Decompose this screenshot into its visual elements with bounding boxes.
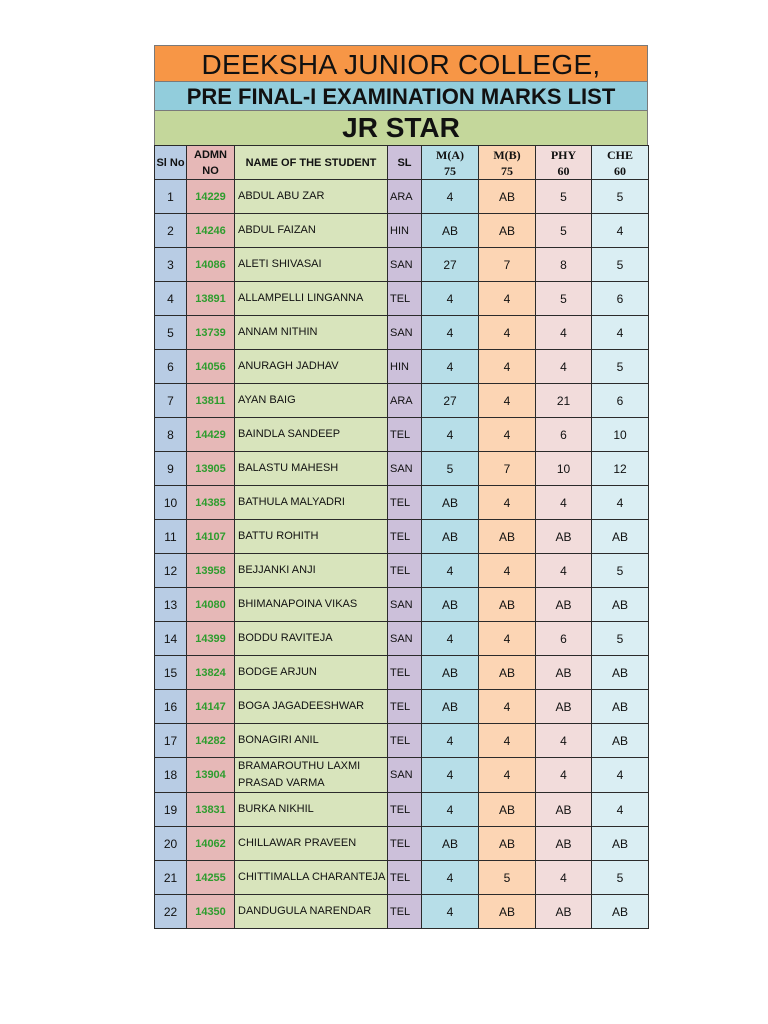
cell-student-name: BOGA JAGADEESHWAR <box>235 690 388 724</box>
cell-maths-a: 4 <box>422 793 479 827</box>
college-title: DEEKSHA JUNIOR COLLEGE, <box>154 45 648 81</box>
cell-maths-a: 4 <box>422 758 479 793</box>
cell-maths-a: 4 <box>422 861 479 895</box>
cell-chemistry: 4 <box>592 793 649 827</box>
cell-chemistry: AB <box>592 724 649 758</box>
cell-admn-no: 14399 <box>187 622 235 656</box>
cell-maths-a: 4 <box>422 282 479 316</box>
cell-second-language: HIN <box>388 214 422 248</box>
cell-maths-a: 27 <box>422 248 479 282</box>
cell-admn-no: 14385 <box>187 486 235 520</box>
cell-student-name: BRAMAROUTHU LAXMI PRASAD VARMA <box>235 758 388 793</box>
cell-student-name: BODGE ARJUN <box>235 656 388 690</box>
col-header-second-language: SL <box>388 146 422 180</box>
cell-physics: AB <box>536 690 592 724</box>
cell-admn-no: 14350 <box>187 895 235 929</box>
cell-maths-b: AB <box>479 214 536 248</box>
col-header-sl-no: Sl No <box>155 146 187 180</box>
cell-physics: AB <box>536 895 592 929</box>
cell-chemistry: 10 <box>592 418 649 452</box>
cell-maths-a: AB <box>422 214 479 248</box>
cell-physics: 21 <box>536 384 592 418</box>
col-header-chemistry-label: CHE <box>606 147 633 162</box>
table-row <box>155 861 649 895</box>
cell-physics: 6 <box>536 418 592 452</box>
cell-physics: AB <box>536 656 592 690</box>
batch-title: JR STAR <box>154 110 648 145</box>
header-row <box>155 146 649 180</box>
cell-physics: AB <box>536 793 592 827</box>
cell-maths-a: 4 <box>422 895 479 929</box>
cell-maths-a: 4 <box>422 554 479 588</box>
cell-sl-no: 5 <box>155 316 187 350</box>
cell-sl-no: 4 <box>155 282 187 316</box>
cell-physics: 4 <box>536 758 592 793</box>
table-row <box>155 656 649 690</box>
cell-second-language: SAN <box>388 248 422 282</box>
cell-maths-b: 4 <box>479 282 536 316</box>
cell-admn-no: 14282 <box>187 724 235 758</box>
cell-sl-no: 9 <box>155 452 187 486</box>
col-header-maths-b <box>479 146 536 180</box>
cell-sl-no: 3 <box>155 248 187 282</box>
table-row <box>155 214 649 248</box>
col-header-chemistry-max: 60 <box>614 163 626 178</box>
cell-maths-a: 4 <box>422 316 479 350</box>
cell-sl-no: 7 <box>155 384 187 418</box>
cell-maths-a: 4 <box>422 180 479 214</box>
cell-physics: AB <box>536 588 592 622</box>
table-row <box>155 622 649 656</box>
table-row <box>155 248 649 282</box>
cell-admn-no: 14229 <box>187 180 235 214</box>
cell-admn-no: 13891 <box>187 282 235 316</box>
marks-table <box>154 145 649 929</box>
cell-admn-no: 13824 <box>187 656 235 690</box>
cell-sl-no: 14 <box>155 622 187 656</box>
cell-physics: 6 <box>536 622 592 656</box>
cell-student-name: BODDU RAVITEJA <box>235 622 388 656</box>
cell-student-name: ABDUL FAIZAN <box>235 214 388 248</box>
cell-admn-no: 14147 <box>187 690 235 724</box>
cell-admn-no: 14056 <box>187 350 235 384</box>
cell-student-name: ALETI SHIVASAI <box>235 248 388 282</box>
cell-second-language: SAN <box>388 316 422 350</box>
marks-sheet <box>154 45 648 929</box>
cell-chemistry: AB <box>592 656 649 690</box>
col-header-chemistry <box>592 146 649 180</box>
cell-admn-no: 14255 <box>187 861 235 895</box>
cell-chemistry: AB <box>592 895 649 929</box>
cell-chemistry: 4 <box>592 758 649 793</box>
col-header-physics <box>536 146 592 180</box>
cell-admn-no: 13904 <box>187 758 235 793</box>
cell-chemistry: 4 <box>592 316 649 350</box>
cell-student-name: CHITTIMALLA CHARANTEJA <box>235 861 388 895</box>
cell-physics: 5 <box>536 180 592 214</box>
cell-second-language: SAN <box>388 452 422 486</box>
table-row <box>155 690 649 724</box>
cell-chemistry: 5 <box>592 350 649 384</box>
cell-student-name: BAINDLA SANDEEP <box>235 418 388 452</box>
cell-sl-no: 1 <box>155 180 187 214</box>
cell-student-name: ALLAMPELLI LINGANNA <box>235 282 388 316</box>
cell-maths-b: 4 <box>479 316 536 350</box>
cell-maths-b: 7 <box>479 452 536 486</box>
cell-maths-a: AB <box>422 486 479 520</box>
cell-maths-a: 4 <box>422 350 479 384</box>
cell-student-name: BALASTU MAHESH <box>235 452 388 486</box>
cell-maths-b: AB <box>479 793 536 827</box>
cell-second-language: TEL <box>388 486 422 520</box>
cell-chemistry: AB <box>592 690 649 724</box>
cell-maths-b: 4 <box>479 758 536 793</box>
cell-student-name: BATTU ROHITH <box>235 520 388 554</box>
cell-physics: 4 <box>536 554 592 588</box>
cell-chemistry: AB <box>592 827 649 861</box>
cell-sl-no: 17 <box>155 724 187 758</box>
cell-sl-no: 10 <box>155 486 187 520</box>
cell-second-language: TEL <box>388 793 422 827</box>
col-header-admn-line1: ADMN <box>194 148 227 161</box>
col-header-maths-b-label: M(B) <box>493 147 521 162</box>
cell-admn-no: 14086 <box>187 248 235 282</box>
table-row <box>155 758 649 793</box>
col-header-physics-max: 60 <box>557 163 570 178</box>
cell-maths-b: AB <box>479 656 536 690</box>
cell-maths-b: 4 <box>479 350 536 384</box>
cell-admn-no: 13905 <box>187 452 235 486</box>
cell-second-language: SAN <box>388 622 422 656</box>
cell-student-name: BATHULA MALYADRI <box>235 486 388 520</box>
cell-maths-a: 4 <box>422 622 479 656</box>
cell-chemistry: 5 <box>592 248 649 282</box>
cell-chemistry: AB <box>592 588 649 622</box>
cell-sl-no: 2 <box>155 214 187 248</box>
cell-chemistry: 6 <box>592 384 649 418</box>
cell-maths-b: 4 <box>479 554 536 588</box>
cell-student-name: CHILLAWAR PRAVEEN <box>235 827 388 861</box>
cell-physics: 4 <box>536 724 592 758</box>
cell-second-language: SAN <box>388 758 422 793</box>
cell-chemistry: 4 <box>592 214 649 248</box>
cell-maths-a: AB <box>422 520 479 554</box>
cell-physics: AB <box>536 520 592 554</box>
cell-second-language: HIN <box>388 350 422 384</box>
cell-second-language: TEL <box>388 724 422 758</box>
cell-student-name: DANDUGULA NARENDAR <box>235 895 388 929</box>
cell-student-name: ANURAGH JADHAV <box>235 350 388 384</box>
cell-student-name: BEJJANKI ANJI <box>235 554 388 588</box>
cell-student-name: BURKA NIKHIL <box>235 793 388 827</box>
cell-chemistry: 5 <box>592 180 649 214</box>
cell-chemistry: 5 <box>592 622 649 656</box>
table-row <box>155 350 649 384</box>
cell-student-name: ANNAM NITHIN <box>235 316 388 350</box>
col-header-maths-b-max: 75 <box>501 163 513 178</box>
table-row <box>155 418 649 452</box>
cell-second-language: SAN <box>388 588 422 622</box>
cell-maths-a: 5 <box>422 452 479 486</box>
cell-sl-no: 15 <box>155 656 187 690</box>
cell-maths-b: AB <box>479 588 536 622</box>
cell-maths-a: 4 <box>422 724 479 758</box>
cell-sl-no: 11 <box>155 520 187 554</box>
cell-second-language: TEL <box>388 418 422 452</box>
table-row <box>155 895 649 929</box>
cell-maths-a: AB <box>422 588 479 622</box>
cell-second-language: TEL <box>388 690 422 724</box>
cell-maths-b: 4 <box>479 724 536 758</box>
cell-student-name: AYAN BAIG <box>235 384 388 418</box>
cell-second-language: TEL <box>388 282 422 316</box>
cell-second-language: TEL <box>388 861 422 895</box>
col-header-maths-a-label: M(A) <box>436 147 464 162</box>
cell-sl-no: 8 <box>155 418 187 452</box>
cell-physics: 4 <box>536 486 592 520</box>
table-row <box>155 452 649 486</box>
cell-maths-b: AB <box>479 180 536 214</box>
cell-sl-no: 13 <box>155 588 187 622</box>
cell-second-language: TEL <box>388 656 422 690</box>
cell-student-name: BONAGIRI ANIL <box>235 724 388 758</box>
cell-sl-no: 22 <box>155 895 187 929</box>
cell-maths-b: 4 <box>479 486 536 520</box>
cell-second-language: ARA <box>388 384 422 418</box>
cell-physics: 4 <box>536 861 592 895</box>
cell-sl-no: 16 <box>155 690 187 724</box>
cell-physics: AB <box>536 827 592 861</box>
table-row <box>155 554 649 588</box>
cell-physics: 5 <box>536 282 592 316</box>
cell-physics: 10 <box>536 452 592 486</box>
cell-second-language: TEL <box>388 827 422 861</box>
col-header-maths-a-max: 75 <box>444 163 456 178</box>
cell-maths-b: 4 <box>479 690 536 724</box>
cell-maths-b: AB <box>479 827 536 861</box>
cell-student-name: BHIMANAPOINA VIKAS <box>235 588 388 622</box>
col-header-maths-a <box>422 146 479 180</box>
cell-second-language: TEL <box>388 895 422 929</box>
cell-maths-a: AB <box>422 656 479 690</box>
table-row <box>155 827 649 861</box>
cell-sl-no: 12 <box>155 554 187 588</box>
cell-sl-no: 21 <box>155 861 187 895</box>
cell-chemistry: AB <box>592 520 649 554</box>
col-header-physics-label: PHY <box>550 147 577 162</box>
cell-admn-no: 13811 <box>187 384 235 418</box>
cell-sl-no: 19 <box>155 793 187 827</box>
cell-admn-no: 14429 <box>187 418 235 452</box>
table-row <box>155 724 649 758</box>
cell-second-language: TEL <box>388 520 422 554</box>
cell-second-language: TEL <box>388 554 422 588</box>
cell-admn-no: 13739 <box>187 316 235 350</box>
cell-sl-no: 6 <box>155 350 187 384</box>
cell-admn-no: 14107 <box>187 520 235 554</box>
table-row <box>155 282 649 316</box>
cell-student-name: ABDUL ABU ZAR <box>235 180 388 214</box>
table-row <box>155 180 649 214</box>
cell-maths-b: 4 <box>479 622 536 656</box>
cell-maths-b: 5 <box>479 861 536 895</box>
cell-maths-b: AB <box>479 895 536 929</box>
cell-chemistry: 5 <box>592 554 649 588</box>
cell-second-language: ARA <box>388 180 422 214</box>
table-row <box>155 384 649 418</box>
cell-physics: 4 <box>536 350 592 384</box>
cell-maths-b: AB <box>479 520 536 554</box>
cell-admn-no: 14062 <box>187 827 235 861</box>
exam-title: PRE FINAL-I EXAMINATION MARKS LIST <box>154 81 648 110</box>
cell-admn-no: 13831 <box>187 793 235 827</box>
cell-sl-no: 18 <box>155 758 187 793</box>
cell-physics: 8 <box>536 248 592 282</box>
cell-maths-a: AB <box>422 690 479 724</box>
cell-maths-a: 27 <box>422 384 479 418</box>
col-header-admn-no <box>187 146 235 180</box>
table-row <box>155 793 649 827</box>
table-row <box>155 588 649 622</box>
col-header-admn-line2: NO <box>202 164 219 177</box>
cell-admn-no: 13958 <box>187 554 235 588</box>
cell-maths-b: 4 <box>479 384 536 418</box>
cell-maths-b: 7 <box>479 248 536 282</box>
cell-admn-no: 14080 <box>187 588 235 622</box>
cell-maths-a: 4 <box>422 418 479 452</box>
cell-chemistry: 6 <box>592 282 649 316</box>
cell-physics: 4 <box>536 316 592 350</box>
cell-physics: 5 <box>536 214 592 248</box>
table-row <box>155 520 649 554</box>
table-row <box>155 316 649 350</box>
table-row <box>155 486 649 520</box>
cell-chemistry: 4 <box>592 486 649 520</box>
cell-maths-a: AB <box>422 827 479 861</box>
cell-maths-b: 4 <box>479 418 536 452</box>
col-header-student-name: NAME OF THE STUDENT <box>235 146 388 180</box>
cell-chemistry: 5 <box>592 861 649 895</box>
cell-chemistry: 12 <box>592 452 649 486</box>
cell-admn-no: 14246 <box>187 214 235 248</box>
cell-sl-no: 20 <box>155 827 187 861</box>
